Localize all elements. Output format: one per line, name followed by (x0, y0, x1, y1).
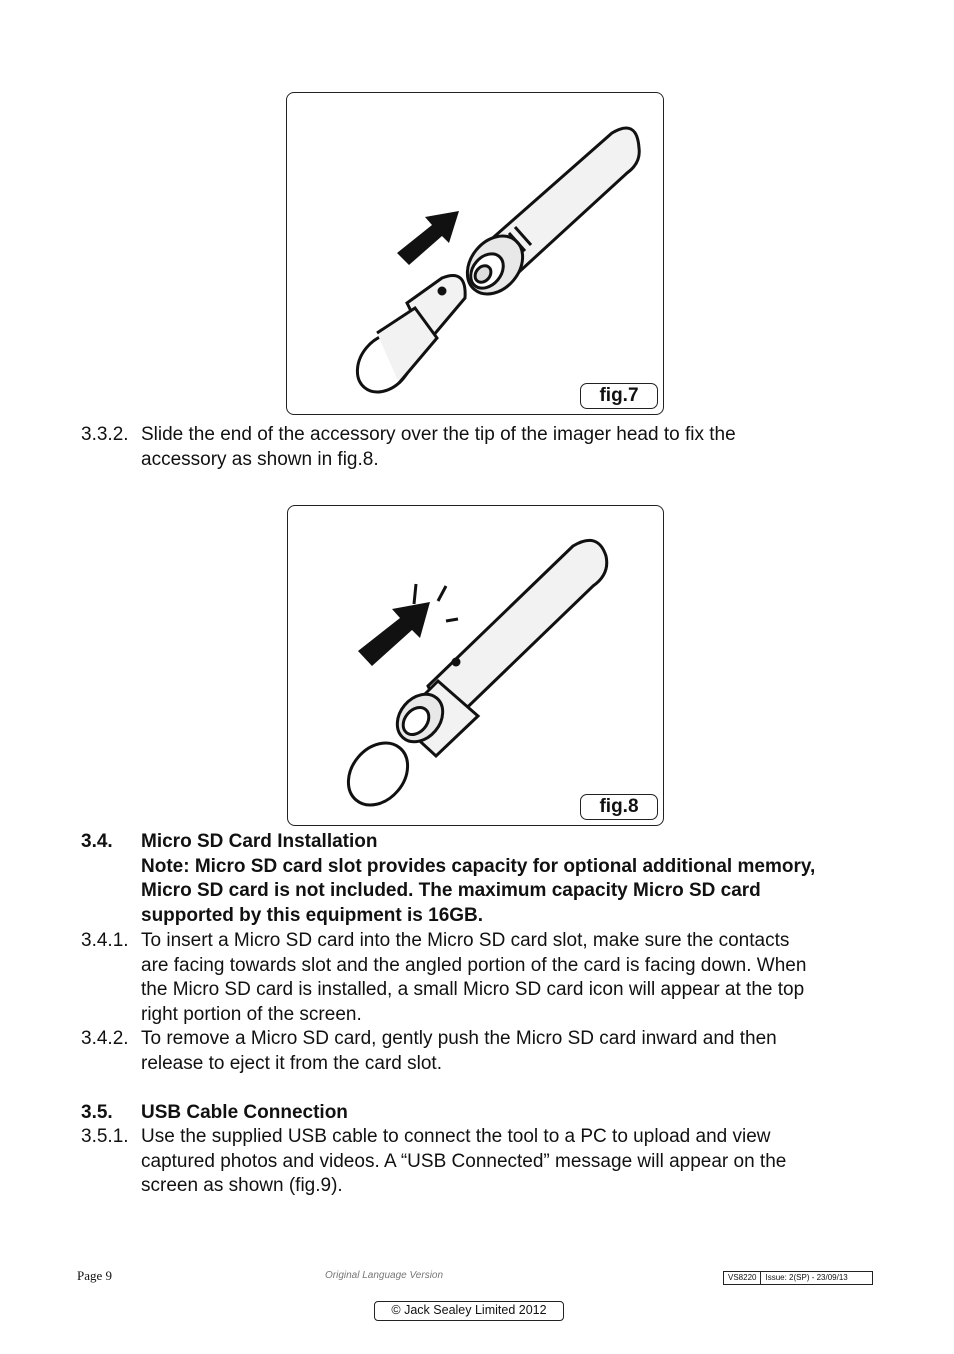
figure-7 (286, 92, 664, 415)
issue-info: Issue: 2(SP) - 23/09/13 (760, 1272, 851, 1284)
section-number: 3.4.2. (81, 1028, 129, 1049)
fig7-label: fig.7 (580, 383, 658, 409)
fig8-label: fig.8 (580, 794, 658, 820)
section-number: 3.5. (81, 1102, 113, 1123)
note-line: supported by this equipment is 16GB. (141, 904, 484, 926)
text-line: right portion of the screen. (141, 1003, 362, 1025)
fig8-illustration (288, 506, 665, 827)
text-line: Slide the end of the accessory over the tip of the imager head to fix the (141, 424, 736, 445)
text-line: release to eject it from the card slot. (141, 1052, 442, 1074)
text-line: captured photos and videos. A “USB Connected” message will appear on the (141, 1150, 787, 1172)
section-text (141, 1027, 876, 1076)
section-number: 3.5.1. (81, 1126, 129, 1147)
note-line: Note: Micro SD card slot provides capacity for optional additional memory, (141, 855, 816, 877)
text-line: To remove a Micro SD card, gently push the Micro SD card inward and then (141, 1028, 777, 1049)
text-line: accessory as shown in fig.8. (141, 448, 379, 470)
arrow-icon (358, 602, 430, 666)
copyright-notice: © Jack Sealey Limited 2012 (374, 1301, 564, 1321)
page-number: Page 9 (77, 1268, 113, 1283)
text-line: are facing towards slot and the angled portion of the card is facing down. When (141, 954, 807, 976)
section-text (141, 423, 876, 472)
section-heading (141, 830, 876, 928)
section-title: Micro SD Card Installation (141, 831, 378, 852)
fig7-illustration (287, 93, 665, 416)
text-line: the Micro SD card is installed, a small Micro SD card icon will appear at the top (141, 979, 805, 1001)
model-code: VS8220 (728, 1273, 757, 1282)
issue-box (723, 1271, 873, 1285)
section-text (141, 1125, 876, 1199)
figure-8 (287, 505, 664, 826)
language-note: Original Language Version (325, 1270, 444, 1281)
section-text (141, 929, 876, 1027)
section-number: 3.3.2. (81, 424, 129, 445)
arrow-icon (397, 211, 459, 265)
text-line: screen as shown (fig.9). (141, 1175, 343, 1197)
section-title: USB Cable Connection (141, 1102, 348, 1123)
section-number: 3.4. (81, 831, 113, 852)
note-line: Micro SD card is not included. The maximum capacity Micro SD card (141, 880, 761, 902)
text-line: To insert a Micro SD card into the Micro SD card slot, make sure the contacts (141, 930, 790, 951)
section-number: 3.4.1. (81, 930, 129, 951)
text-line: Use the supplied USB cable to connect the tool to a PC to upload and view (141, 1126, 771, 1147)
